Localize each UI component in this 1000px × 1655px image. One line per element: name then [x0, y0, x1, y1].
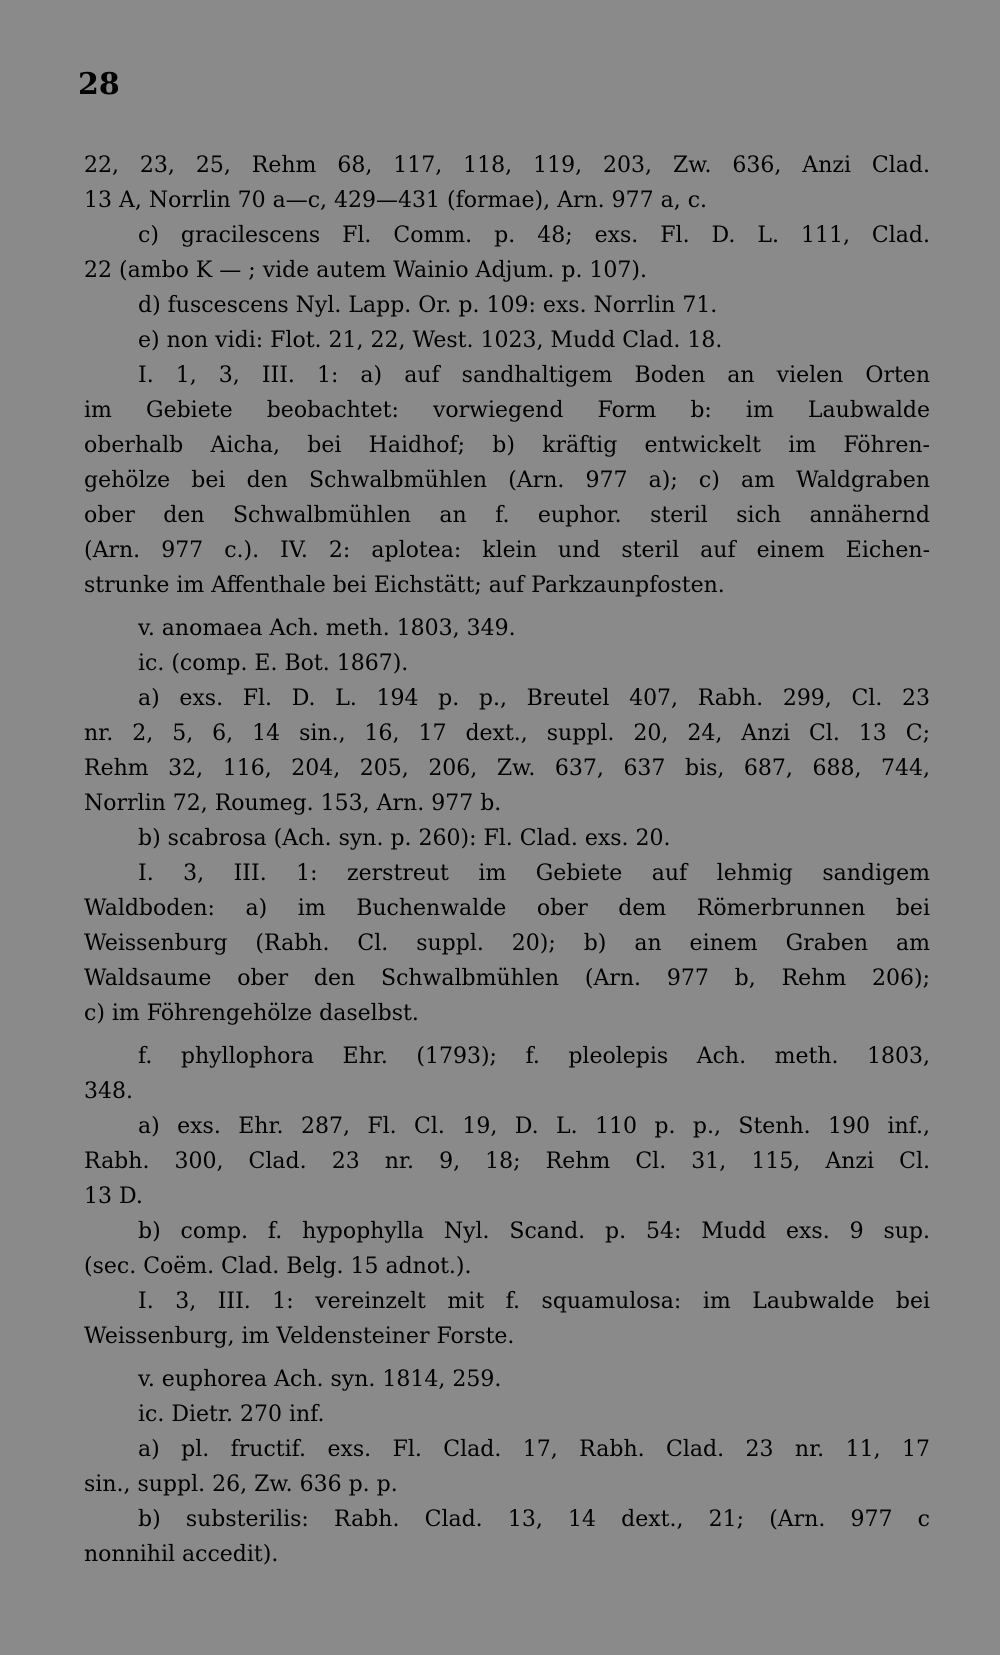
text-line: Norrlin 72, Roumeg. 153, Arn. 977 b. — [84, 791, 502, 816]
section-heading: v. anomaea Ach. meth. 1803, 349. — [138, 616, 516, 641]
text-line: 348. — [84, 1079, 133, 1104]
text-line: ic. Dietr. 270 inf. — [138, 1402, 325, 1427]
text-line: 13 A, Norrlin 70 a—c, 429—431 (formae), Arn. 977 a, c. — [84, 188, 708, 213]
text-line: a) exs. Fl. D. L. 194 p. p., Breutel 407, Rabh. 299, Cl. 23 — [138, 686, 930, 711]
text-line: 13 D. — [84, 1184, 143, 1209]
page-number: 28 — [78, 67, 120, 102]
text-line: ic. (comp. E. Bot. 1867). — [138, 651, 409, 676]
text-line: I. 3, III. 1: vereinzelt mit f. squamulosa: im Laubwalde bei — [138, 1289, 930, 1314]
text-line: nonnihil accedit). — [84, 1542, 279, 1567]
text-line: im Gebiete beobachtet: vorwiegend Form b: im Laubwalde — [84, 398, 930, 423]
text-line: I. 3, III. 1: zerstreut im Gebiete auf lehmig sandigem — [138, 861, 930, 886]
text-line: c) im Föhrengehölze daselbst. — [84, 1001, 419, 1026]
text-line: 22, 23, 25, Rehm 68, 117, 118, 119, 203, Zw. 636, Anzi Clad. — [84, 153, 930, 178]
text-line: strunke im Affenthale bei Eichstätt; auf Parkzaunpfosten. — [84, 573, 725, 598]
text-line: Waldboden: a) im Buchenwalde ober dem Römerbrunnen bei — [84, 896, 930, 921]
text-line: Weissenburg, im Veldensteiner Forste. — [84, 1324, 515, 1349]
text-line: (sec. Coëm. Clad. Belg. 15 adnot.). — [84, 1254, 472, 1279]
text-line: e) non vidi: Flot. 21, 22, West. 1023, Mudd Clad. 18. — [138, 328, 723, 353]
text-line: sin., suppl. 26, Zw. 636 p. p. — [84, 1472, 398, 1497]
text-line: oberhalb Aicha, bei Haidhof; b) kräftig entwickelt im Föhren- — [84, 433, 930, 458]
text-line: Rabh. 300, Clad. 23 nr. 9, 18; Rehm Cl. 31, 115, Anzi Cl. — [84, 1149, 930, 1174]
text-line: d) fuscescens Nyl. Lapp. Or. p. 109: exs. Norrlin 71. — [138, 293, 718, 318]
text-line: c) gracilescens Fl. Comm. p. 48; exs. Fl. D. L. 111, Clad. — [138, 223, 930, 248]
text-line: Weissenburg (Rabh. Cl. suppl. 20); b) an einem Graben am — [84, 931, 930, 956]
text-line: 22 (ambo K — ; vide autem Wainio Adjum. p. 107). — [84, 258, 647, 283]
text-line: b) scabrosa (Ach. syn. p. 260): Fl. Clad. exs. 20. — [138, 826, 671, 851]
text-line: b) comp. f. hypophylla Nyl. Scand. p. 54: Mudd exs. 9 sup. — [138, 1219, 930, 1244]
text-line: a) pl. fructif. exs. Fl. Clad. 17, Rabh. Clad. 23 nr. 11, 17 — [138, 1437, 930, 1462]
body-text — [84, 148, 930, 1572]
text-line: (Arn. 977 c.). IV. 2: aplotea: klein und steril auf einem Eichen- — [84, 538, 930, 563]
text-line: gehölze bei den Schwalbmühlen (Arn. 977 a); c) am Waldgraben — [84, 468, 930, 493]
text-line: nr. 2, 5, 6, 14 sin., 16, 17 dext., suppl. 20, 24, Anzi Cl. 13 C; — [84, 721, 930, 746]
text-line: ober den Schwalbmühlen an f. euphor. steril sich annähernd — [84, 503, 930, 528]
text-line: I. 1, 3, III. 1: a) auf sandhaltigem Boden an vielen Orten — [138, 363, 930, 388]
section-heading: v. euphorea Ach. syn. 1814, 259. — [138, 1367, 502, 1392]
text-line: b) substerilis: Rabh. Clad. 13, 14 dext., 21; (Arn. 977 c — [138, 1507, 930, 1532]
text-line: a) exs. Ehr. 287, Fl. Cl. 19, D. L. 110 p. p., Stenh. 190 inf., — [138, 1114, 930, 1139]
text-line: Waldsaume ober den Schwalbmühlen (Arn. 977 b, Rehm 206); — [84, 966, 930, 991]
section-heading: f. phyllophora Ehr. (1793); f. pleolepis Ach. meth. 1803, — [138, 1044, 930, 1069]
text-line: Rehm 32, 116, 204, 205, 206, Zw. 637, 637 bis, 687, 688, 744, — [84, 756, 930, 781]
